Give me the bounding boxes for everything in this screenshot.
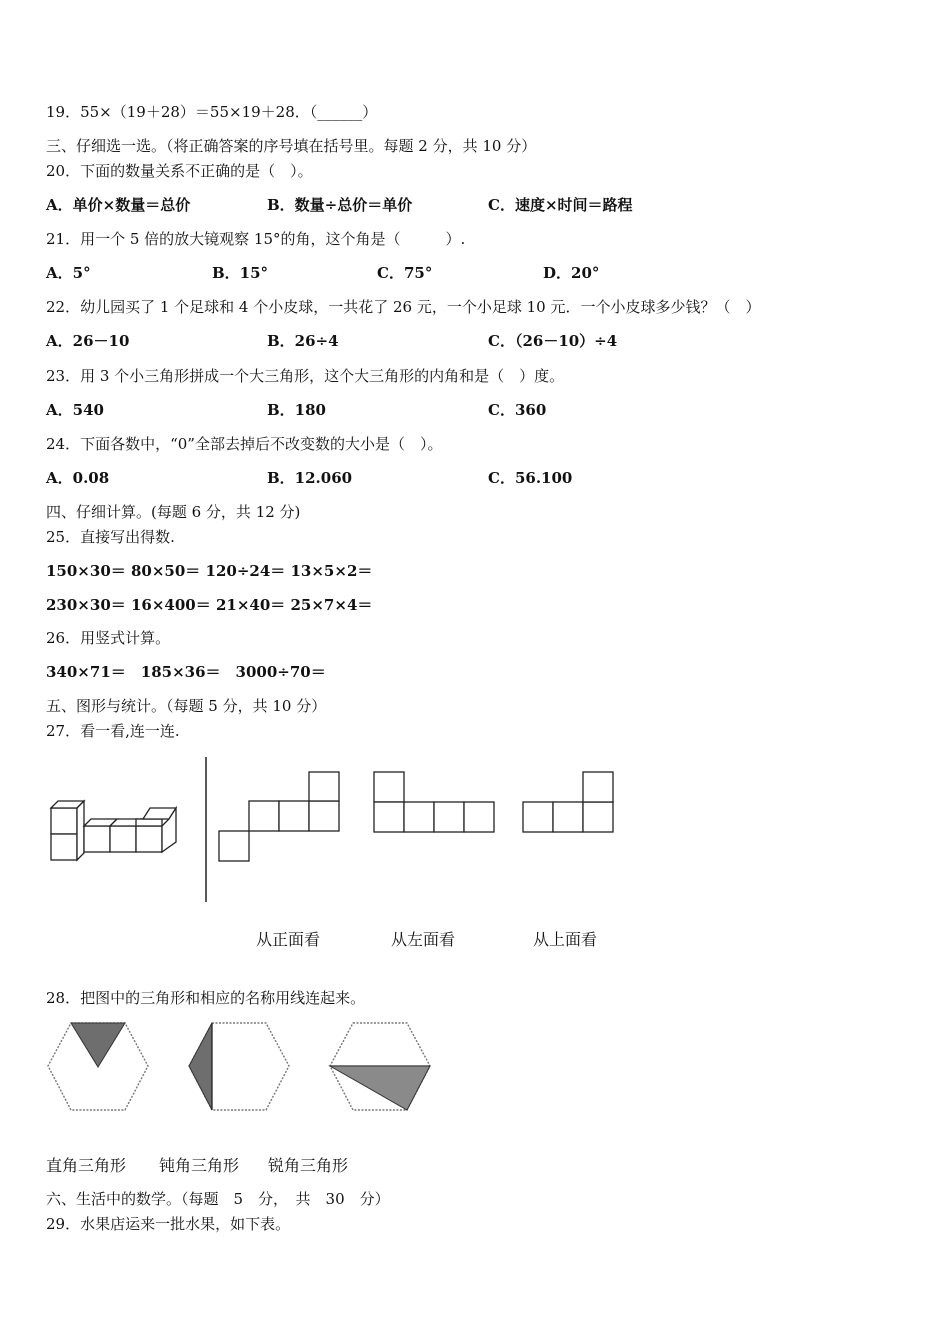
question-21: 21．用一个 5 倍的放大镜观察 15°的角，这个角是（ ）. bbox=[46, 230, 466, 248]
section-5-heading: 五、图形与统计。（每题 5 分，共 10 分） bbox=[46, 697, 327, 715]
triangle-name-obtuse: 钝角三角形 bbox=[159, 1156, 240, 1175]
view-label-top: 从上面看 bbox=[533, 930, 598, 949]
cube-arrangement-figure bbox=[48, 798, 188, 868]
q26-row: 340×71＝ 185×36＝ 3000÷70＝ bbox=[46, 663, 326, 681]
question-22: 22．幼儿园买了 1 个足球和 4 个小皮球，一共花了 26 元，一个小足球 10 元．一个小皮球多少钱？（ ） bbox=[46, 298, 761, 316]
q24-option-c: C．56.100 bbox=[488, 469, 573, 487]
question-19: 19．55×（19＋28）＝55×19＋28．（______） bbox=[46, 103, 378, 121]
question-24: 24．下面各数中，“0”全部去掉后不改变数的大小是（ ）。 bbox=[46, 435, 443, 453]
question-20: 20．下面的数量关系不正确的是（ ）。 bbox=[46, 162, 313, 180]
triangle-name-right: 直角三角形 bbox=[46, 1156, 127, 1175]
q23-option-a: A．540 bbox=[46, 401, 104, 419]
q24-option-a: A．0.08 bbox=[46, 469, 110, 487]
divider-line bbox=[204, 757, 208, 902]
view-shape-3 bbox=[522, 771, 614, 833]
q24-option-b: B．12.060 bbox=[267, 469, 353, 487]
q25-row-2: 230×30＝ 16×400＝ 21×40＝ 25×7×4＝ bbox=[46, 596, 373, 614]
q20-option-a: A．单价×数量＝总价 bbox=[46, 196, 191, 214]
q21-option-c: C．75° bbox=[377, 264, 433, 282]
question-29: 29．水果店运来一批水果，如下表。 bbox=[46, 1215, 291, 1233]
q20-option-b: B．数量÷总价＝单价 bbox=[267, 196, 413, 214]
q21-option-b: B．15° bbox=[212, 264, 269, 282]
question-23: 23．用 3 个小三角形拼成一个大三角形，这个大三角形的内角和是（ ）度。 bbox=[46, 367, 565, 385]
q25-row-1: 150×30＝ 80×50＝ 120÷24＝ 13×5×2＝ bbox=[46, 562, 373, 580]
q22-option-c: C．（26－10）÷4 bbox=[488, 332, 618, 350]
section-4-heading: 四、仔细计算。(每题 6 分，共 12 分) bbox=[46, 503, 301, 521]
section-3-heading: 三、仔细选一选。（将正确答案的序号填在括号里。每题 2 分，共 10 分） bbox=[46, 137, 537, 155]
q23-option-c: C．360 bbox=[488, 401, 547, 419]
triangle-name-acute: 锐角三角形 bbox=[268, 1156, 349, 1175]
view-label-left: 从左面看 bbox=[391, 930, 456, 949]
q20-option-c: C．速度×时间＝路程 bbox=[488, 196, 633, 214]
hexagon-figure-2 bbox=[187, 1020, 291, 1114]
q23-option-b: B．180 bbox=[267, 401, 326, 419]
hexagon-figure-3 bbox=[328, 1020, 432, 1114]
question-27: 27．看一看,连一连. bbox=[46, 722, 180, 740]
section-6-heading: 六、生活中的数学。（每题 5 分， 共 30 分） bbox=[46, 1190, 390, 1208]
q21-option-d: D．20° bbox=[543, 264, 600, 282]
hexagon-figure-1 bbox=[46, 1020, 150, 1114]
view-shape-2 bbox=[373, 771, 495, 833]
q22-option-b: B．26÷4 bbox=[267, 332, 339, 350]
view-label-front: 从正面看 bbox=[256, 930, 321, 949]
view-shape-1 bbox=[218, 771, 340, 863]
question-25: 25．直接写出得数. bbox=[46, 528, 175, 546]
q21-option-a: A．5° bbox=[46, 264, 91, 282]
question-26: 26．用竖式计算。 bbox=[46, 629, 171, 647]
q22-option-a: A．26－10 bbox=[46, 332, 130, 350]
question-28: 28．把图中的三角形和相应的名称用线连起来。 bbox=[46, 989, 366, 1007]
